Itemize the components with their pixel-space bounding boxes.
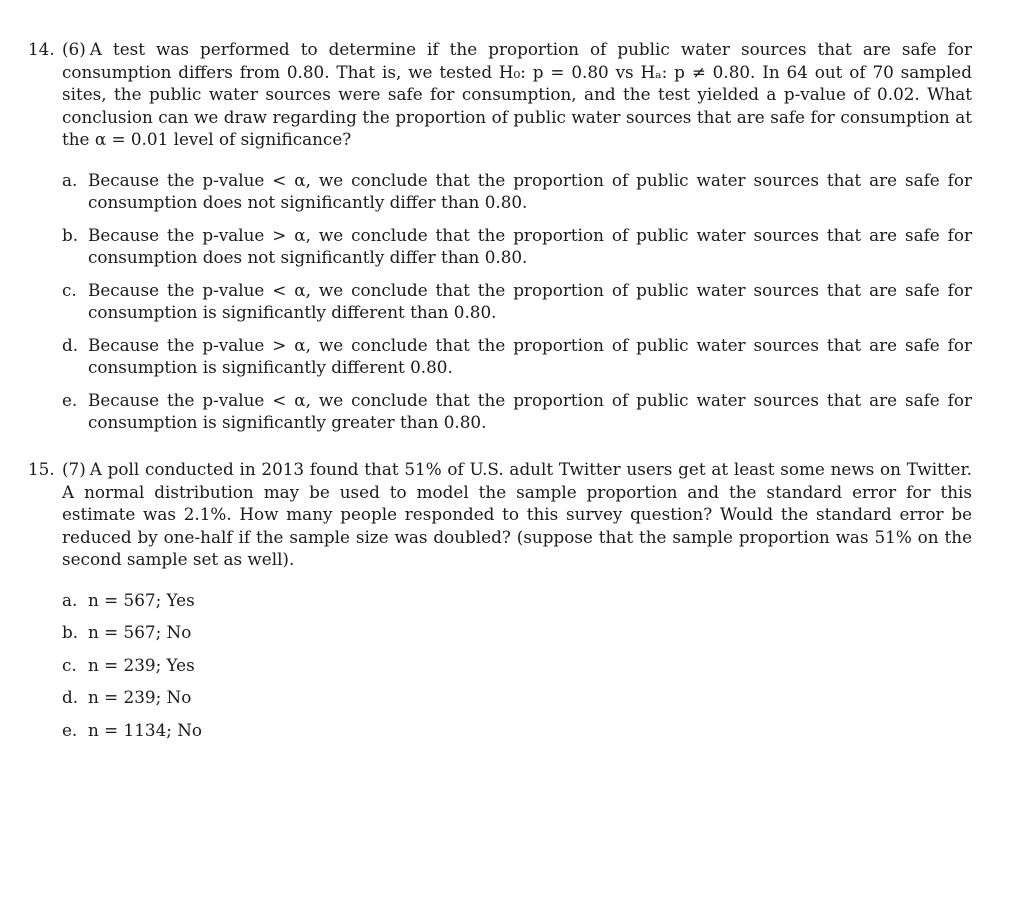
choice-text: Because the p-value > α, we conclude that the proportion of public water sources that are safe for consumption does not significantly differ than 0.80. [88,224,972,267]
answer-choice-c[interactable] [28,654,972,677]
answer-choice-d[interactable] [28,686,972,709]
choice-letter: b. [62,622,79,642]
answer-choice-e[interactable] [28,389,972,434]
question-text: A poll conducted in 2013 found that 51% of U.S. adult Twitter users get at least some news on Twitter. A normal distribution may be used to model the sample proportion and the standard error for this estimate was 2.1%. How many people responded to this survey question? Would the standard error be reduced by one-half if the sample size was doubled? (suppose that the sample proportion was 51% on the second sample set as well). [62,459,972,569]
choice-text: Because the p-value > α, we conclude that the proportion of public water sources that are safe for consumption is significantly different 0.80. [88,334,972,377]
choice-letter: c. [62,654,77,675]
choice-text: Because the p-value < α, we conclude that the proportion of public water sources that are safe for consumption is significantly greater than 0.80. [88,389,972,432]
answer-choice-a[interactable] [28,589,972,612]
choice-letter: e. [62,389,78,410]
choice-letter: a. [62,169,78,190]
choice-letter: d. [62,334,79,355]
choice-text: n = 239; No [88,687,192,707]
choice-letter: d. [62,687,79,707]
choice-letter: e. [62,719,78,740]
question-text: A test was performed to determine if the proportion of public water sources that are safe for consumption differs from 0.80. That is, we tested H₀: p = 0.80 vs Hₐ: p ≠ 0.80. In 64 out of 70 sampled sites, the public water sources were safe for consumption, and the test yielded a p-value of 0.02. What conclusion can we draw regarding the proportion of public water sources that are safe for consumption at the α = 0.01 level of significance? [62,39,972,149]
question-14 [28,38,972,444]
choice-letter: b. [62,224,79,245]
question-points: (7) [62,459,86,479]
answer-choice-a[interactable] [28,169,972,214]
answer-choices [28,589,972,742]
answer-choice-b[interactable] [28,621,972,644]
question-points: (6) [62,39,86,59]
choice-text: n = 567; No [88,622,192,642]
choice-text: Because the p-value < α, we conclude that the proportion of public water sources that are safe for consumption does not significantly differ than 0.80. [88,169,972,212]
choice-letter: a. [62,589,78,610]
choice-text: Because the p-value < α, we conclude that the proportion of public water sources that are safe for consumption is significantly different than 0.80. [88,279,972,322]
question-stem [62,38,972,151]
choice-text: n = 239; Yes [88,654,195,675]
question-number: 15. [28,459,55,479]
choice-text: n = 567; Yes [88,589,195,610]
choice-letter: c. [62,279,77,300]
question-number: 14. [28,39,55,59]
answer-choice-e[interactable] [28,719,972,742]
choice-text: n = 1134; No [88,719,203,740]
question-15 [28,458,972,751]
answer-choice-c[interactable] [28,279,972,324]
question-stem [62,458,972,571]
answer-choice-d[interactable] [28,334,972,379]
answer-choices [28,169,972,434]
answer-choice-b[interactable] [28,224,972,269]
